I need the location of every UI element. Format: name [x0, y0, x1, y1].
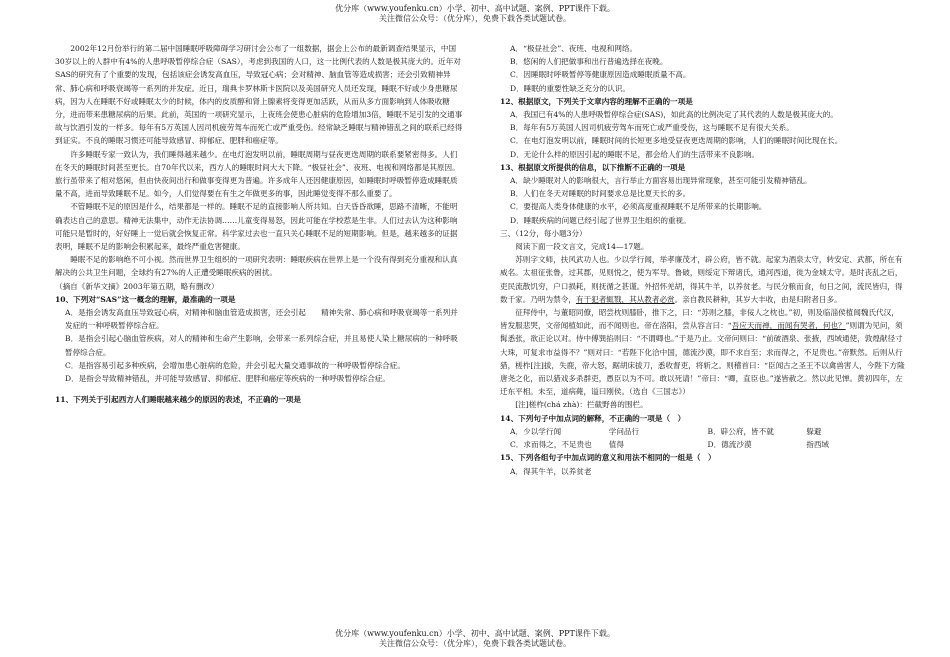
- question-14-options-row-2: [500, 438, 905, 451]
- passage-source: （摘自《新华文摘》2003年第五期，略有删改）: [55, 281, 219, 291]
- question-12-option-b: B．每年有5万英国人因司机疲劳驾车而死亡或严重受伤，这与睡眠不足有很大关系。: [510, 123, 794, 133]
- classical-text-1b: 。亲自教民耕种，其岁大丰收，由是归附者日多。: [674, 294, 842, 304]
- passage-paragraph-1: 2002年12月份举行的第二届中国睡眠呼吸障碍学习研讨会公布了一组数据，据会上公布的最新调查结果显示，中国30岁以上的人群中有4%的人患呼吸暂停综合症（SAS），考虑到我国的人口，这一比例代表的人数是极其庞大的。近年对SAS的研究有了个重要的发现，包括该症会诱发高血压，导致冠心病；会对精神、脑血管等造成损害；还会引致精神异常、肺心病和呼吸衰竭等一系列的并发症。近日，瑞典卡罗林斯卡医院以及美国研究人员还发现，睡眠不好或少身患糖尿病，因为人在睡眠不好或睡眠太少的时候，体内的皮质醇和肾上腺素将变得更加活跃，从而从多方面影响到人体吸收糖分，进而带来患糖尿病的后果。此前，英国的一项研究显示，上夜班会使患心脏病的危险增加3倍，睡眠不足引发的交通事故与饮酒引发的一样多。每年有5万英国人因司机疲劳驾车而死亡或严重受伤。经常缺乏睡眠与精神错乱之间的联系已经得到证实。不良的睡眠习惯还可能导致感冒、抑郁症、肥胖和癌症等。: [55, 44, 463, 146]
- underlined-sentence-2: 吾应天而禅，而闻有哭者，何也？: [731, 321, 846, 331]
- header-line-2: 关注微信公众号：（优分库），免费下载各类试题试卷。: [379, 14, 571, 23]
- question-10-option-b: B．是指会引起心脑血管疾病，对人的精神和生命产生影响，会带来一系列综合症，并且易使人染上糖尿病的一种呼吸暂停综合症。: [65, 334, 458, 357]
- left-column: [55, 42, 463, 406]
- page-footer: [0, 629, 950, 649]
- question-13-option-c: C．要提高人类身体健康的水平，必须高度重视睡眠不足所带来的长期影响。: [510, 202, 767, 212]
- question-11-option-c: C．因睡眠时呼吸暂停等健康原因造成睡眠质量不高。: [510, 70, 691, 80]
- question-14-option-b-gloss: 躲避: [806, 426, 822, 436]
- question-10-option-c: C．是指容易引起多种疾病，会增加患心脏病的危险，并会引起大量交通事故的一种呼吸暂停综合症。: [65, 360, 405, 370]
- question-15-option-a: A．得其牛羊，以养贫老: [510, 466, 592, 476]
- question-14-option-d: D．德流沙漠: [707, 440, 752, 450]
- page-header: [0, 4, 950, 24]
- question-14-option-a: A．少以学行闻: [510, 426, 562, 436]
- classical-paragraph-2: [500, 306, 905, 398]
- right-column: [500, 42, 905, 478]
- question-13-option-a: A．缺少睡眠对人的影响很大，言行举止方面容易出现异常现象，甚至可能引发精神错乱。: [510, 176, 812, 186]
- question-13-option-b: B．人们在冬天对睡眠的时间要求总是比夏天长的多。: [510, 189, 691, 199]
- question-12-option-a: A．我国已有4%的人患呼吸暂停综合症(SAS)，如此高的比例决定了其代表的人数是极其庞大的。: [510, 110, 838, 120]
- question-11-option-d: D．睡眠的重要性缺乏充分的认识。: [510, 83, 630, 93]
- section-3-heading: 三、（12分，每小题3分）: [500, 228, 587, 238]
- question-10-option-a: A．是指会诱发高血压导致冠心病，对精神和脑血管造成损害，还会引起 精神失常、肺心病和呼吸衰竭等一系列并发症的一种呼吸暂停综合症。: [65, 308, 458, 331]
- question-13: 13、根据原文所提供的信息，以下推断不正确的一项是: [500, 162, 686, 172]
- question-14-option-d-gloss: 指西域: [806, 440, 830, 450]
- question-14-option-c-gloss: 值得: [608, 440, 624, 450]
- question-12: 12、根据原文，下列关于文章内容的理解不正确的一项是: [500, 96, 693, 106]
- question-11: 11、下列关于引起西方人们睡眠越来越少的原因的表述，不正确的一项是: [55, 395, 301, 405]
- question-10-option-d: D．是指会导致精神错乱，并可能导致感冒、抑郁症、肥胖和癌症等疾病的一种呼吸暂停综合症。: [65, 374, 391, 384]
- header-line-1: 优分库（www.youfenku.cn）小学、初中、高中试题、案例、PPT课件下载。: [335, 4, 615, 13]
- classical-paragraph-1: [500, 253, 905, 306]
- question-14-option-c: C．求而得之，不足贵也: [510, 440, 592, 450]
- question-10: 10、下列对“SAS”这一概念的理解，最准确的一项是: [55, 294, 236, 304]
- question-12-option-c: C．在电灯泡发明以前，睡眠时间的长短更多地受昼夜更迭周期的影响，人们的睡眠时间比现在长。: [510, 136, 843, 146]
- question-14: 14、下列句子中加点词的解释，不正确的一项是（ ）: [500, 413, 686, 423]
- question-11-option-b: B．悠闲的人们把做事和出行普遍选择在夜晚。: [510, 57, 668, 67]
- classical-text-2a: 征拜侍中，与董昭同僚，昭尝枕则膝卧，推下之，曰：“苏则之膝，非佞人之枕也。”初，则及临淄侯植闻魏氏代汉，皆发服悲哭，文帝闻植如此，而不闻则也。帝在洛阳，尝从容言曰：“: [500, 308, 899, 331]
- question-13-option-d: D．睡眠疾病的问题已经引起了世界卫生组织的重视。: [510, 215, 691, 225]
- question-14-option-a-gloss: 学问品行: [608, 426, 640, 436]
- section-3-intro: 阅读下面一段文言文，完成14—17题。: [515, 242, 649, 252]
- passage-paragraph-2: 许多睡眠专家一致认为，我们睡得越来越少。在电灯泡发明以前，睡眠周期与昼夜更迭周期的联系要紧密得多。人们在冬天的睡眠时间甚至更长。自70年代以来，西方人的睡眠时间大大下降。“极昼社会”、夜班、电视和网络都是其原因。旅行虽带来了相对悠闲，但由快夜间出行和做事变得更为普遍。许多成年人还因健康原因，如睡眠时呼吸暂停造成睡眠质量不高，进而导致睡眠不足。如今，人们觉得要在有生之年做更多的事，因此睡觉变得不那么重要了。: [55, 149, 460, 199]
- passage-paragraph-4: 睡眠不足的影响绝不可小视。然而世界卫生组织的一项研究表明：睡眠疾病在世界上是一个没有得到充分重视和认真解决的公共卫生问题，全球约有27%的人正遭受睡眠疾病的困扰。: [55, 255, 458, 278]
- question-14-option-b: B．辟公府，皆不就: [707, 426, 774, 436]
- question-11-option-a: A．“极昼社会”、夜班、电视和网络。: [510, 44, 638, 53]
- annotation-note: [注]槎柞(chá zhà)：拦截野兽的围栏。: [515, 400, 648, 410]
- classical-text-2b: ”则谓为见问，须髯悉张，欲正论以对。侍中傅巽掐则曰：“不谓卿也。”于是乃止。文帝问则曰：“前破酒泉、张掖，西域通使，敦煌献径寸大珠，可复求市益得不？”则对曰：“若陛下化洽中国，德流沙漠，即不求自至；求而得之，不足贵也。”帝默然。后则从行猎，槎柞[注]拔，失鹿，帝大怒，踞胡床拔刀，悉收督吏，将斩之。则稽首曰：“臣闻古之圣王不以禽兽害人，今陛下方隆唐尧之化，而以猎戏多杀群吏，愚臣以为不可。敢以死请！”帝曰：“卿，直臣也。”遂皆赦之。然以此见惮。黄初四年，左迁东平相。未至，道病薨，谥曰刚侯。（选自《三国志》）: [500, 321, 905, 397]
- question-15: 15、下列各组句子中加点词的意义和用法不相同的一组是（ ）: [500, 453, 716, 463]
- underlined-sentence-1: 有干犯者辄戮，其从教者必赏: [575, 294, 675, 304]
- footer-line-1: 优分库（www.youfenku.cn）小学、初中、高中试题、案例、PPT课件下载。: [335, 629, 615, 638]
- classical-text-1a: 苏则字文师，扶风武功人也。少以学行闻，举孝廉茂才，辟公府，皆不就。起家为酒泉太守，转安定、武都，所在有威名。太祖征张鲁，过其郡，见则悦之，使为军导。鲁破，则绥定下辩诸氏，通河西道，徙为金城太守。是时丧乱之后，吏民流散饥穷，户口损耗，则抚循之甚谨。外招怀羌胡，得其牛羊，以养贫老。与民分粮而食，旬日之间，流民皆归，得数千家。乃明为禁令，: [500, 255, 903, 304]
- passage-paragraph-3: 不管睡眠不足的原因是什么，结果都是一样的。睡眠不足的直接影响人所共知。白天昏昏欲睡，思路不清晰，不能明确表达自己的意思。精神无法集中，动作无法协调……儿童变得易怒，因此可能在学校惹是生非。人们过去认为这种影响可能只是暂时的，好好睡上一觉后就会恢复正常。科学家过去也一直只关心睡眠不足的短期影响。但是，越来越多的证据表明，睡眠不足的影响会积累起来，最终严重危害健康。: [55, 202, 458, 252]
- footer-line-2: 关注微信公众号：（优分库），免费下载各类试题试卷。: [379, 639, 571, 648]
- question-14-options-row-1: [500, 425, 905, 438]
- question-12-option-d: D．无论什么样的原因引起的睡眠不足，都会给人们的生活带来不良影响。: [510, 149, 760, 159]
